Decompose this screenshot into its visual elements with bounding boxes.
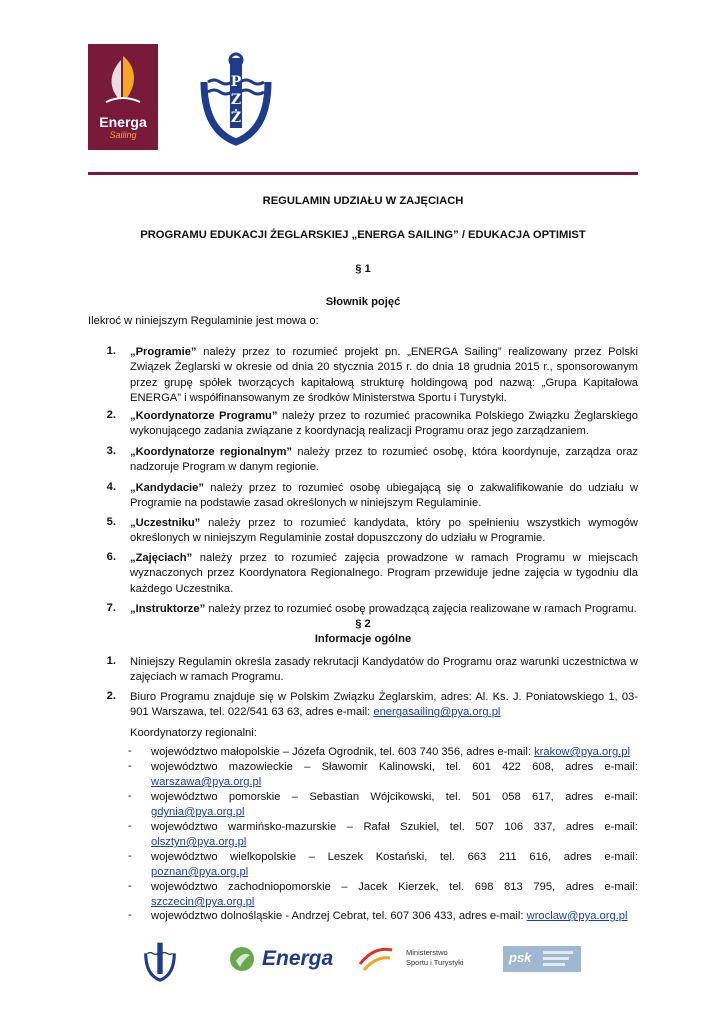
definition-text: należy przez to rozumieć projekt pn. „ENERGA Sailing” realizowany przez Polski Związek Żeglarski w okresie od dnia 20 stycznia 2015 r. do dnia 18 grudnia 2015 r., sponsorowanym przez grupę spółek tworzących kapitałową strukturę holdingową pod nazwą: „Grupa Kapitałowa ENERGA” i współfinansowanym ze środków Ministerstwa Sportu i Turystyki. [130,346,638,404]
regional-text: województwo dolnośląskie - Andrzej Cebrat, tel. 607 306 433, adres e-mail: [151,910,527,922]
svg-text:P: P [230,74,242,90]
definition-item [130,602,638,617]
definition-text: należy przez to rozumieć zajęcia prowadzone w ramach Programu w miejscach wyznaczonych przez Koordynatora Regionalnego. Program przewiduje jedne zajęcia w tygodniu dla każdego Uczestnika. [130,552,638,595]
definition-item [130,409,638,440]
def-number: 5. [106,516,116,528]
regional-email-link[interactable]: warszawa@pya.org.pl [151,776,262,788]
regional-item [151,760,638,790]
list-dash: - [128,790,132,802]
regional-email-link[interactable]: poznan@pya.org.pl [151,866,249,878]
list-dash: - [128,850,132,862]
sail-icon [88,44,158,114]
regional-item [151,850,638,880]
list-dash: - [128,745,132,757]
regional-text: województwo zachodniopomorskie – Jacek Kierzek, tel. 698 813 795, adres e-mail: [151,881,638,893]
def-number: 3. [106,445,116,457]
footer-psk-logo [503,946,581,972]
section-1-heading: Słownik pojęć [325,296,401,308]
regional-item [151,880,638,910]
title-line-2: PROGRAMU EDUKACJI ŻEGLARSKIEJ „ENERGA SAILING” / EDUKACJA OPTIMIST [140,229,586,241]
definition-item [130,481,638,512]
def-number: 7. [106,602,116,614]
regional-email-link[interactable]: olsztyn@pya.org.pl [151,836,247,848]
regional-email-link[interactable]: szczecin@pya.org.pl [151,896,255,908]
list-dash: - [128,760,132,772]
footer-energa-logo [228,945,338,975]
office-email-link[interactable]: energasailing@pya.org.pl [373,706,501,719]
definition-item [130,516,638,547]
definition-text: należy przez to rozumieć pracownika Polskiego Związku Żeglarskiego wykonującego zadania związane z koordynacją realizacji Programu oraz jego zarządzaniem. [130,410,639,438]
regional-item [151,909,638,924]
regional-item [151,790,638,820]
office-address: Biuro Programu znajduje się w Polskim Związku Żeglarskim, adres: Al. Ks. J. Poniatowskiego 1, 03-901 Warszawa, tel. 022/541 63 63, adres e-mail: [130,691,638,719]
list-dash: - [128,820,132,832]
definition-term: „Instruktorze” [130,603,206,615]
svg-text:Z: Z [230,92,242,108]
list-dash: - [128,880,132,892]
info-number: 2. [106,690,116,702]
regional-text: województwo pomorskie – Sebastian Wójcikowski, tel. 501 058 617, adres e-mail: [151,791,638,803]
definition-item [130,551,638,597]
section-2-heading: Informacje ogólne [314,633,412,645]
ministry-line-1: Ministerstwo [406,948,448,957]
energa-logo-sub: Sailing [109,130,137,140]
def-number: 4. [106,481,116,493]
definition-text: należy przez to rozumieć osobę, która koordynuje, zarządza oraz nadzoruje Program w danym regionie. [130,446,638,474]
title-line-1: REGULAMIN UDZIAŁU W ZAJĘCIACH [262,195,464,207]
definition-item [130,445,638,476]
regional-text: województwo mazowieckie – Sławomir Kalinowski, tel. 601 422 608, adres e-mail: [151,761,638,773]
pzz-anchor-logo [196,52,276,146]
footer-pzz-logo [142,940,178,982]
def-number: 6. [106,551,116,563]
ministry-line-2: Sportu i Turystyki [406,958,464,967]
definition-text: należy przez to rozumieć kandydata, który po spełnieniu wszystkich wymogów określonych w niniejszym Regulaminie został dopuszczony do udziału w Programie. [130,517,638,545]
definition-term: „Programie” [130,346,197,358]
definition-item [130,345,638,406]
section-2-number: § 2 [355,618,371,630]
regional-text: województwo małopolskie – Józefa Ogrodnik, tel. 603 740 356, adres e-mail: [151,746,535,758]
energa-logo-text: Energa [99,114,147,130]
def-number: 2. [106,409,116,421]
info-number: 1. [106,655,116,667]
regional-email-link[interactable]: krakow@pya.org.pl [534,746,631,758]
list-dash: - [128,909,132,921]
definition-term: „Koordynatorze Programu” [130,410,278,422]
definition-text: należy przez to rozumieć osobę ubiegającą się o zakwalifikowanie do udziału w Programie na podstawie zasad określonych w niniejszym Regulaminie. [130,482,638,510]
definition-text: należy przez to rozumieć osobę prowadzącą zajęcia realizowane w ramach Programu. [205,603,637,615]
ministry-swoosh-icon [356,944,396,976]
regional-text: województwo warmińsko-mazurskie – Rafał Szukiel, tel. 507 106 337, adres e-mail: [151,821,638,833]
definition-term: „Zajęciach” [130,552,193,564]
footer-ministry-logo [356,944,476,976]
svg-text:Ż: Ż [230,110,242,126]
definition-term: „Koordynatorze regionalnym” [130,446,292,458]
psk-text: psk [509,950,532,965]
regional-email-link[interactable]: gdynia@pya.org.pl [151,806,245,818]
regional-item [151,745,638,760]
section-1-number: § 1 [355,263,371,275]
header-divider [88,172,638,175]
coordinators-label: Koordynatorzy regionalni: [130,727,257,739]
definition-term: „Uczestniku” [130,517,201,529]
info-item-1: Niniejszy Regulamin określa zasady rekrutacji Kandydatów do Programu oraz warunki uczestnictwa w zajęciach w ramach Programu. [130,656,638,684]
def-number: 1. [106,345,116,357]
section-1-intro: Ilekroć w niniejszym Regulaminie jest mowa o: [88,315,319,327]
regional-text: województwo wielkopolskie – Leszek Kostański, tel. 663 211 616, adres e-mail: [151,851,638,863]
energa-leaf-icon [228,945,256,973]
regional-item [151,820,638,850]
footer-energa-text: Energa [262,947,334,970]
energa-sailing-logo [88,44,158,150]
regional-email-link[interactable]: wroclaw@pya.org.pl [526,910,628,922]
info-item-2 [130,690,638,721]
definition-term: „Kandydacie” [130,482,204,494]
